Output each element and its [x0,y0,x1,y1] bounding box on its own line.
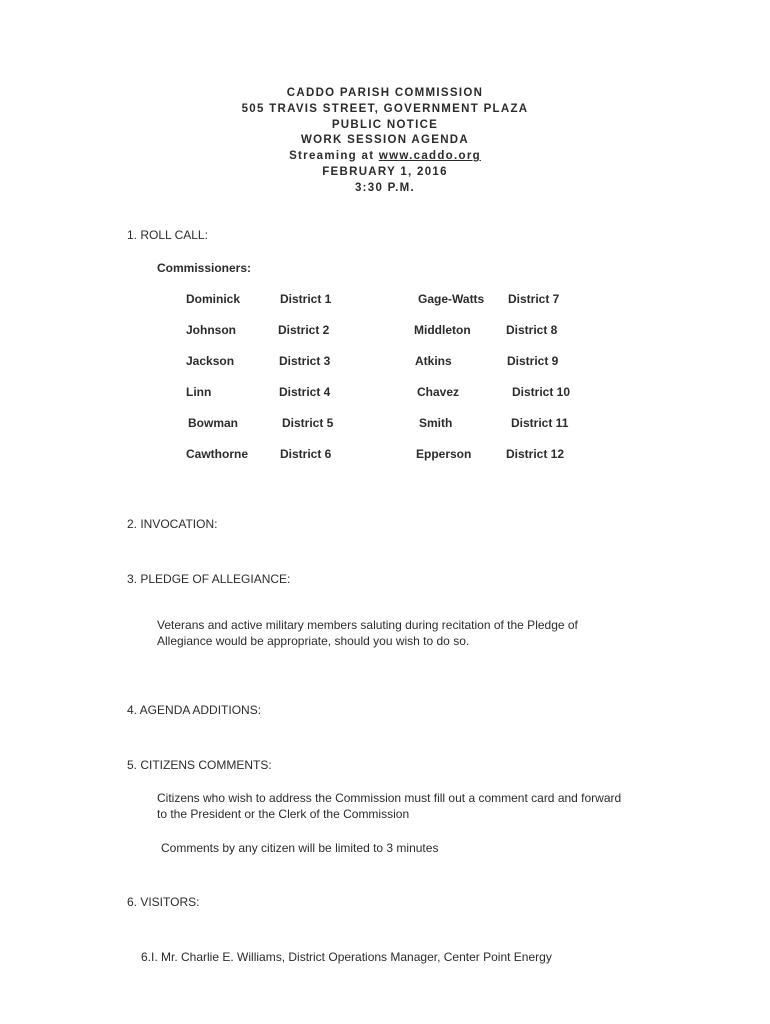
commissioner-name: Dominick [186,292,241,306]
commissioners-label: Commissioners: [157,261,252,275]
pledge-note [157,618,657,649]
citizens-note-line: to the President or the Clerk of the Commission [157,806,410,821]
commissioner-district: District 8 [506,323,558,337]
commissioner-district: District 10 [512,385,571,399]
commissioner-district: District 7 [508,292,560,306]
commissioner-name: Cawthorne [186,447,249,461]
commissioner-district: District 9 [507,354,559,368]
visitor-item: 6.I. Mr. Charlie E. Williams, District Operations Manager, Center Point Energy [141,950,552,964]
comments-limit-note: Comments by any citizen will be limited to 3 minutes [161,841,439,855]
pledge-note-line: Veterans and active military members saluting during recitation of the Pledge of [157,618,578,632]
commissioner-name: Gage-Watts [418,292,485,306]
citizens-note-line: Citizens who wish to address the Commission must fill out a comment card and forward [157,791,622,805]
commissioner-name: Bowman [188,416,239,430]
commissioner-district: District 1 [280,292,332,306]
commissioner-district: District 4 [279,385,331,399]
commissioner-district: District 6 [280,447,332,461]
agenda-title: WORK SESSION AGENDA [300,134,470,147]
pledge-note-line: Allegiance would be appropriate, should you wish to do so. [157,633,470,648]
streaming-prefix: Streaming at [289,150,379,163]
agenda-additions-heading: 4. AGENDA ADDITIONS: [127,703,262,717]
public-notice: PUBLIC NOTICE [331,118,439,131]
commissioner-name: Epperson [416,447,472,461]
address: 505 TRAVIS STREET, GOVERNMENT PLAZA [241,102,529,115]
commissioner-name: Chavez [417,385,460,399]
commissioner-name: Smith [419,416,453,430]
streaming-link[interactable]: www.caddo.org [378,150,481,163]
commissioner-name: Johnson [186,323,236,337]
commissioner-name: Middleton [414,323,471,337]
invocation-heading: 2. INVOCATION: [127,517,218,531]
org-name: CADDO PARISH COMMISSION [286,87,484,99]
commissioner-district: District 11 [511,416,569,430]
commissioner-name: Linn [186,385,212,399]
citizens-comments-heading: 5. CITIZENS COMMENTS: [127,758,272,772]
meeting-time: 3:30 P.M. [354,181,416,194]
streaming-line [0,149,770,165]
citizens-note [157,791,657,822]
commissioner-district: District 3 [279,354,331,368]
commissioner-district: District 12 [506,447,565,461]
commissioner-name: Atkins [415,354,452,368]
commissioner-district: District 5 [282,416,334,430]
commissioner-district: District 2 [278,323,330,337]
commissioner-name: Jackson [186,354,235,368]
visitors-heading: 6. VISITORS: [127,895,200,909]
pledge-heading: 3. PLEDGE OF ALLEGIANCE: [127,572,291,586]
document-header [0,86,770,197]
roll-call-heading: 1. ROLL CALL: [127,228,208,242]
meeting-date: FEBRUARY 1, 2016 [322,165,448,178]
